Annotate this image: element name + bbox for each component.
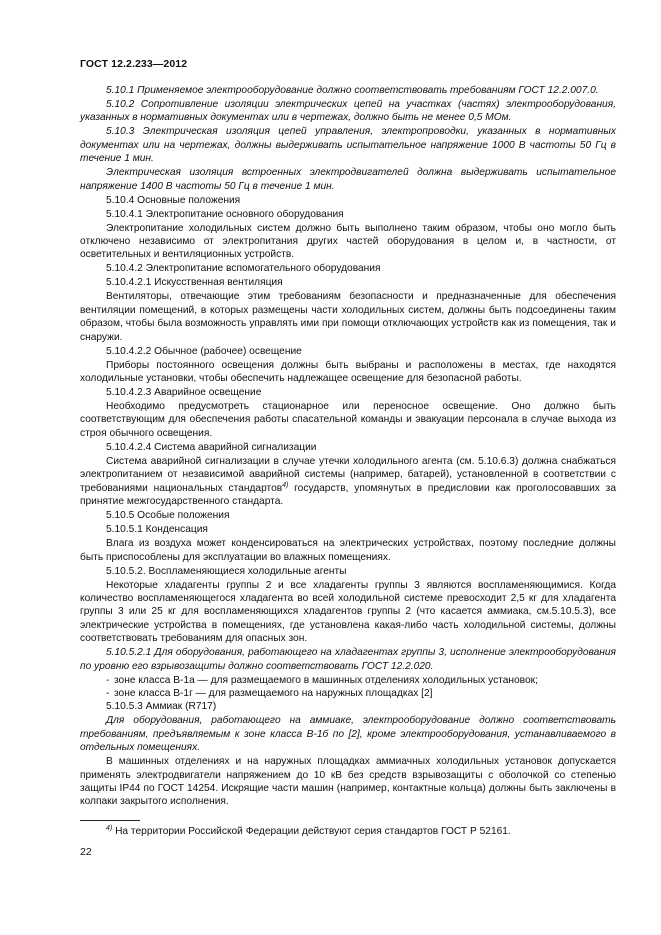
paragraph-text: Электропитание холодильных систем должно быть выполнено таким образом, чтобы оно могло быть отключено независимо от электропитания других частей оборудования в целом и, в частности, от осветительных и вентиляционных устройств. — [80, 222, 616, 261]
paragraph — [80, 400, 616, 440]
paragraph — [80, 125, 616, 165]
paragraph-text: 5.10.4.1 Электропитание основного оборудования — [106, 208, 344, 220]
section-heading — [80, 700, 616, 713]
paragraph-text: Некоторые хладагенты группы 2 и все хладагенты группы 3 являются воспламеняющимися. Когда количество воспламеняющегося хладагента во всей холодильной системе превосходит 2,5 кг для хладагента группы 3 или 25 кг для воспламеняющихся хладагентов группы 2 (что касается аммиака, см.5.10.5.3), все электрические устройства в помещениях, где установлена какая-либо часть холодильной системы, должны соответствовать требованиям для опасных зон. — [80, 579, 616, 645]
paragraph-text: Необходимо предусмотреть стационарное или переносное освещение. Оно должно быть соответствующим для обеспечения работы спасательной команды и эвакуации персонала в случае выхода из строя обычного освещения. — [80, 401, 616, 439]
section-heading — [80, 441, 616, 454]
document-body — [80, 84, 616, 809]
paragraph-text: Приборы постоянного освещения должны быть выбраны и расположены в местах, где находятся холодильные установки, чтобы обеспечить надлежащее освещение для безопасной работы. — [80, 359, 616, 385]
paragraph-text: 5.10.4.2.3 Аварийное освещение — [106, 387, 262, 399]
paragraph-text: 5.10.5.3 Аммиак (R717) — [106, 701, 217, 713]
paragraph-text: 5.10.4.2.1 Искусственная вентиляция — [106, 277, 283, 289]
section-heading — [80, 509, 616, 522]
paragraph — [80, 755, 616, 809]
paragraph — [80, 84, 616, 97]
paragraph — [80, 714, 616, 754]
section-heading — [80, 523, 616, 536]
paragraph-text: 5.10.5 Особые положения — [106, 510, 230, 522]
paragraph-text: 5.10.4.2.2 Обычное (рабочее) освещение — [106, 345, 302, 357]
paragraph-text: 5.10.5.2. Воспламеняющиеся холодильные агенты — [106, 565, 347, 577]
list-item — [80, 674, 616, 687]
document-header: ГОСТ 12.2.233—2012 — [80, 58, 188, 70]
section-heading — [80, 194, 616, 207]
footnote-text: На территории Российской Федерации действуют серия стандартов ГОСТ Р 52161. — [115, 826, 511, 837]
footnote-divider — [80, 820, 140, 821]
list-item-text: зоне класса В-1г — для размещаемого на наружных площадках [2] — [114, 687, 433, 699]
paragraph-text: 5.10.1 Применяемое электрооборудование должно соответствовать требованиям ГОСТ 12.2.007.0. — [106, 85, 599, 96]
paragraph — [80, 222, 616, 262]
paragraph-text: 5.10.5.2.1 Для оборудования, работающего на хладагентах группы 3, исполнение электрооборудования по уровню его взрывозащиты должно соответствовать ГОСТ 12.2.020. — [80, 647, 616, 672]
paragraph-text: Вентиляторы, отвечающие этим требованиям безопасности и предназначенные для обеспечения вентиляции помещений, в которых размещены части холодильных систем, должны быть подсоединены таким образом, чтобы была возможность управлять ими при помощи отключающих устройств как из помещения, так и снаружи. — [80, 291, 616, 343]
paragraph-text: 5.10.4 Основные положения — [106, 194, 241, 206]
section-heading — [80, 208, 616, 221]
section-heading — [80, 276, 616, 289]
section-heading — [80, 386, 616, 399]
paragraph-text: 5.10.4.2 Электропитание вспомогательного оборудования — [106, 263, 381, 275]
footnote-ref: 4) — [282, 481, 289, 489]
footnote-mark: 4) — [106, 825, 113, 832]
paragraph — [80, 646, 616, 673]
list-dash: - — [106, 674, 110, 686]
paragraph — [80, 537, 616, 564]
section-heading — [80, 262, 616, 275]
paragraph-text: 5.10.2 Сопротивление изоляции электрических цепей на участках (частях) электрооборудования, указанных в нормативных документах или в чертежах, должно быть не менее 0,5 МОм. — [80, 99, 616, 124]
list-item-text: зоне класса В-1а — для размещаемого в машинных отделениях холодильных установок; — [114, 674, 538, 686]
paragraph — [80, 166, 616, 193]
paragraph-text: Для оборудования, работающего на аммиаке, электрооборудование должно соответствовать требованиям, предъявляемым к зоне класса В-1б по [2], кроме электрооборудования, устанавливаемого в отдельных помещениях. — [80, 715, 616, 754]
paragraph-text: В машинных отделениях и на наружных площадках аммиачных холодильных установок допускается применять электродвигатели напряжением до 10 кВ без средств взрывозащиты с оболочкой со степенью защиты IP44 по ГОСТ 14254. Искрящие части машин (например, контактные кольца) должны быть заключены в колпаки закрытого исполнения. — [80, 756, 616, 808]
paragraph — [80, 359, 616, 386]
paragraph-text-tail: государств, упомянутых в предисловии как проголосовавших за принятие межгосударственного стандарта. — [80, 482, 616, 508]
footnote — [80, 825, 616, 838]
list-item — [80, 687, 616, 700]
section-heading — [80, 345, 616, 358]
paragraph — [80, 579, 616, 646]
paragraph-text: Электрическая изоляция встроенных электродвигателей должна выдерживать испытательное напряжение 1400 В частоты 50 Гц в течение 1 мин. — [80, 167, 616, 192]
paragraph-text: 5.10.3 Электрическая изоляция цепей управления, электропроводки, указанных в нормативных документах или на чертежах, должны выдерживать испытательное напряжение 1000 В частоты 50 Гц в течение 1 мин. — [80, 126, 616, 165]
paragraph — [80, 455, 616, 509]
paragraph-text: Влага из воздуха может конденсироваться на электрических устройствах, поэтому последние должны быть приспособлены для эксплуатации во влажных помещениях. — [80, 538, 616, 563]
paragraph-text: Система аварийной сигнализации в случае утечки холодильного агента (см. 5.10.6.3) должна снабжаться электропитанием от независимой аварийной системы (например, батарей), установленной в соответствии с требованиями национальных стандартов — [80, 455, 616, 494]
section-heading — [80, 565, 616, 578]
paragraph-text: 5.10.4.2.4 Система аварийной сигнализации — [106, 441, 317, 453]
paragraph — [80, 290, 616, 344]
list-dash: - — [106, 687, 110, 699]
paragraph — [80, 98, 616, 125]
page-number: 22 — [80, 846, 92, 858]
paragraph-text: 5.10.5.1 Конденсация — [106, 524, 208, 536]
